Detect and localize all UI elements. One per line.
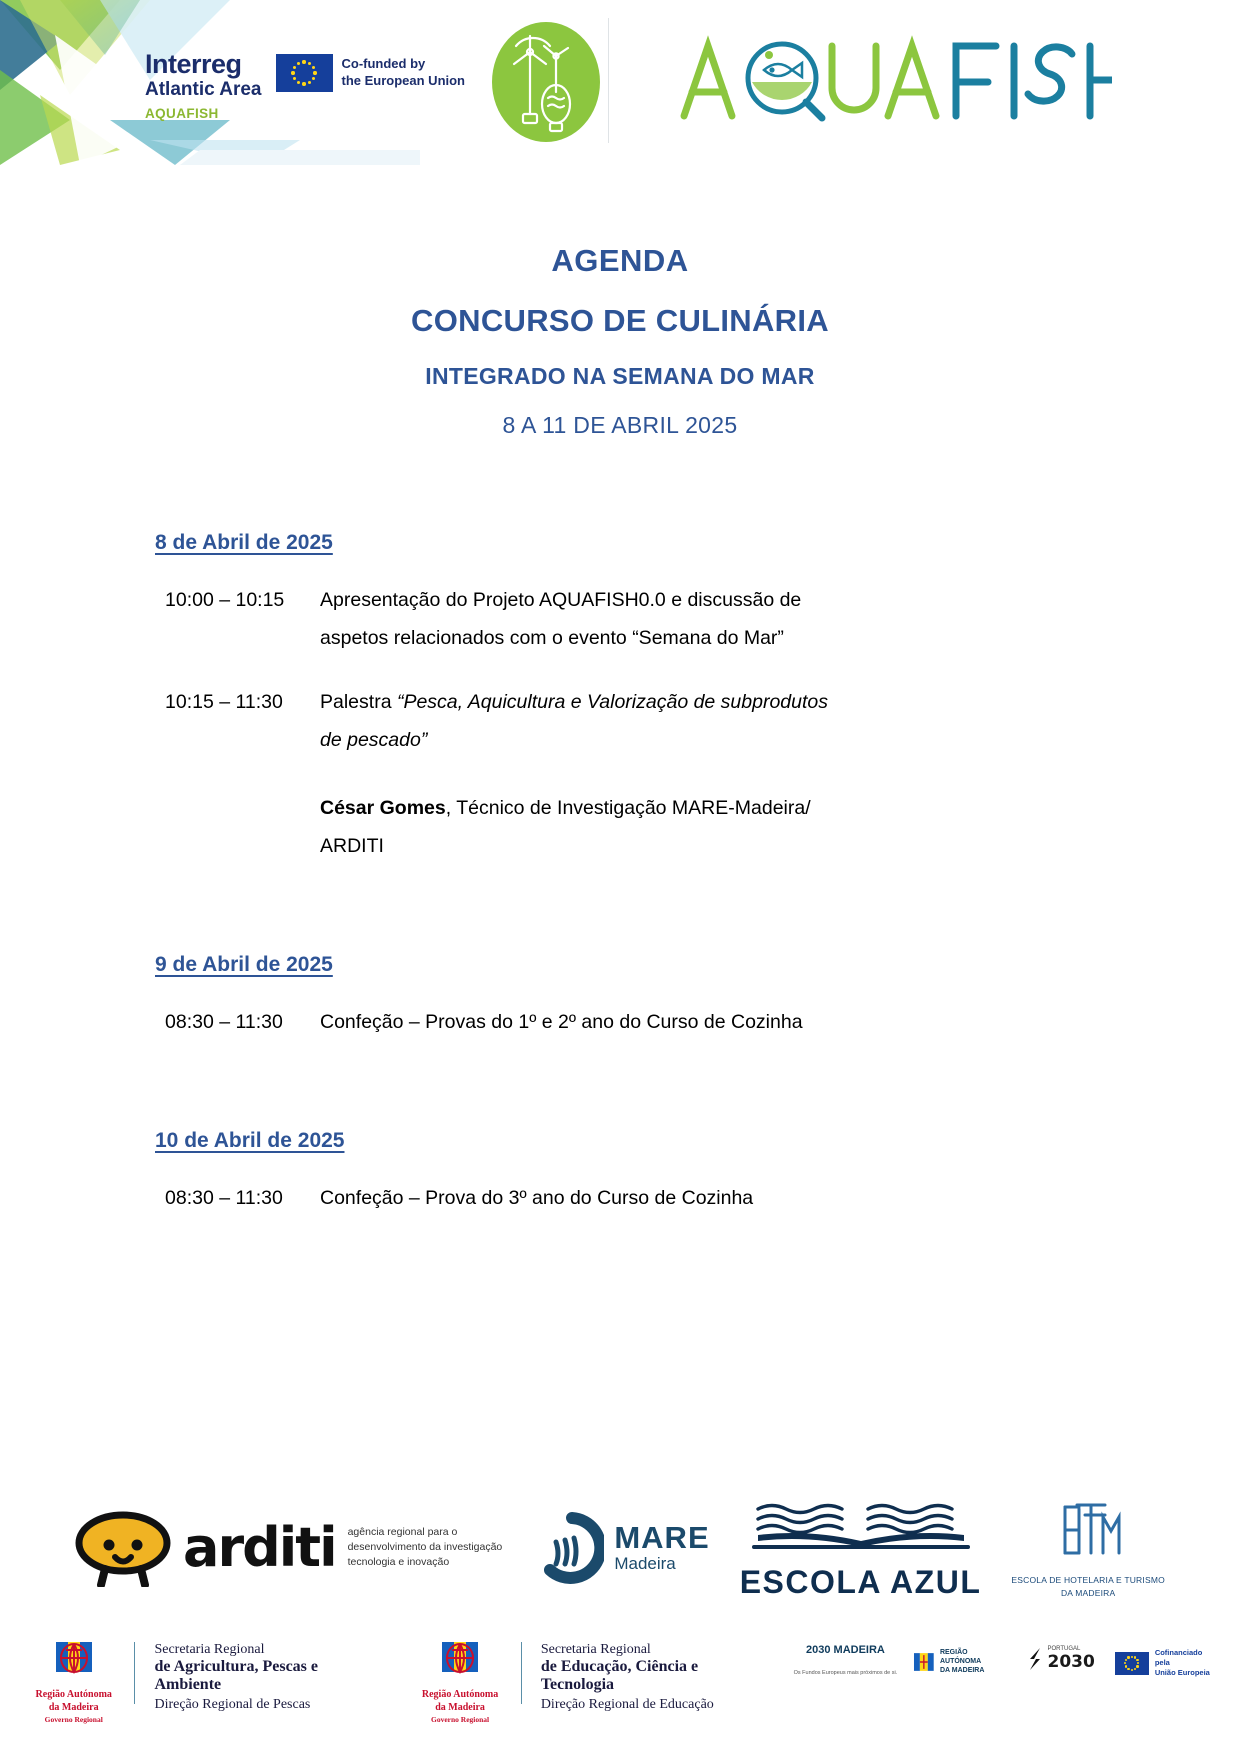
speaker-line (320, 789, 1150, 827)
day-heading: 9 de Abril de 2025 (155, 953, 333, 977)
entry-description: Confeção – Provas do 1º e 2º ano do Curso de Cozinha (320, 1011, 803, 1034)
ram-line1: Região Autónoma (35, 1689, 112, 1700)
lecture-title: “Pesca, Aquicultura e Valorização de subprodutos (396, 691, 829, 714)
agenda-entry (155, 683, 1150, 865)
gov-unit (408, 1638, 771, 1724)
escola-azul-logo (740, 1495, 982, 1601)
eu-cofinance-logo (1115, 1648, 1218, 1678)
ehtm-monogram-icon (1049, 1495, 1127, 1565)
partner-logos-row (0, 1480, 1240, 1615)
ram-line2: da Madeira (435, 1701, 485, 1713)
eu-funding-line2: the European Union (341, 73, 465, 88)
ram-crest-logo (22, 1638, 125, 1724)
eu-flag-icon (276, 54, 333, 92)
portugal-mark-icon (1027, 1646, 1043, 1672)
secretaria-line1: Secretaria Regional (540, 1642, 651, 1657)
entry-time: 10:15 – 11:30 (165, 691, 283, 714)
madeira-flag-icon (913, 1652, 935, 1672)
event-title: CONCURSO DE CULINÁRIA (411, 303, 829, 338)
speaker-role: , Técnico de Investigação MARE-Madeira/ (445, 797, 811, 820)
secretaria-line2: de Agricultura, Pescas e Ambiente (154, 1658, 318, 1693)
header-divider (608, 18, 609, 143)
page-title: AGENDA (551, 243, 689, 278)
portugal2030-big: 2030 (1047, 1652, 1095, 1672)
open-book-waves-icon (746, 1495, 976, 1557)
interreg-area: Atlantic Area (145, 79, 262, 101)
ram-box-logo (913, 1648, 1009, 1675)
ehtm-subtitle (1011, 1574, 1165, 1600)
ram-line3: Governo Regional (431, 1715, 490, 1724)
title-block (0, 243, 1240, 439)
entry-time: 08:30 – 11:30 (165, 1187, 283, 1210)
eu-cofinance-line1: Cofinanciado pela (1154, 1648, 1203, 1668)
ram-box-line1: REGIÃO AUTÓNOMA (939, 1649, 982, 1666)
mare-madeira-logo (532, 1512, 709, 1584)
speaker-name: César Gomes (320, 797, 446, 820)
arditi-tagline-line1: agência regional para o (347, 1525, 458, 1538)
entry-description (320, 581, 1150, 657)
eu-funding-line1: Co-funded by (341, 56, 426, 72)
entry-line: aspetos relacionados com o evento “Semana do Mar” (320, 627, 784, 650)
secretaria-line1: Secretaria Regional (154, 1642, 265, 1657)
interreg-name: Interreg (145, 49, 242, 79)
ehtm-logo (1011, 1495, 1165, 1600)
interreg-programme: AQUAFISH (145, 106, 219, 122)
portugal2030-small: PORTUGAL (1047, 1646, 1081, 1652)
mare-name: MARE (614, 1520, 710, 1556)
eu-flag-icon (1115, 1652, 1149, 1675)
day-heading: 10 de Abril de 2025 (155, 1129, 345, 1153)
interreg-logo (145, 50, 465, 121)
ram-box-line2: DA MADEIRA (939, 1667, 985, 1675)
agenda-entry (155, 1003, 1150, 1041)
ram-line2: da Madeira (48, 1701, 99, 1713)
ram-crest-logo (408, 1638, 511, 1724)
arditi-tagline (348, 1525, 503, 1571)
secretaria-line2: de Educação, Ciência e Tecnologia (540, 1658, 699, 1693)
entry-line: Apresentação do Projeto AQUAFISH0.0 e discussão de (320, 589, 802, 611)
secretaria-text (541, 1638, 772, 1713)
arditi-mascot-icon (75, 1509, 171, 1587)
mare-circle-icon (532, 1512, 604, 1584)
day-block (155, 953, 1150, 1041)
wind-turbine-buoy-icon (492, 22, 600, 142)
day-heading: 8 de Abril de 2025 (155, 531, 333, 554)
ehtm-subtitle-line2: DA MADEIRA (1060, 1588, 1116, 1598)
day-block (155, 531, 1150, 865)
arditi-wordmark: arditi (183, 1516, 336, 1579)
section-spacer (155, 891, 1150, 953)
entry-description (320, 683, 1150, 865)
entry-time: 10:00 – 10:15 (165, 589, 285, 611)
day-block (155, 1129, 1150, 1217)
entry-description: Confeção – Prova do 3º ano do Curso de Cozinha (320, 1187, 754, 1210)
header-banner (0, 0, 1240, 165)
fish-magnifier-icon (748, 44, 822, 118)
secretaria-line3: Direção Regional de Pescas (154, 1697, 311, 1712)
arditi-tagline-line2: desenvolvimento da investigação (347, 1540, 503, 1553)
government-partners-bar (0, 1630, 1240, 1740)
madeira-crest-icon (434, 1638, 486, 1684)
escola-azul-name: ESCOLA AZUL (739, 1563, 982, 1600)
divider (521, 1642, 522, 1704)
madeira-crest-icon (48, 1638, 100, 1684)
agenda-entry (155, 1179, 1150, 1217)
section-spacer (155, 1067, 1150, 1129)
lecture-title-cont: de pescado” (320, 729, 428, 752)
portugal2030-logo (1027, 1646, 1094, 1672)
ehtm-subtitle-line1: ESCOLA DE HOTELARIA E TURISMO (1011, 1575, 1165, 1586)
eu-funding-text (342, 56, 466, 90)
arditi-logo (75, 1509, 502, 1587)
madeira2030-title: 2030 MADEIRA (806, 1644, 885, 1656)
aquafish-logo (672, 30, 1112, 125)
lecture-label: Palestra (320, 691, 397, 714)
madeira2030-logo (794, 1644, 898, 1676)
entry-time: 08:30 – 11:30 (165, 1011, 283, 1034)
agenda-list (0, 531, 1240, 1217)
ram-line1: Região Autónoma (421, 1689, 499, 1700)
gov-unit (22, 1638, 384, 1724)
secretaria-line3: Direção Regional de Educação (540, 1697, 714, 1712)
divider (134, 1642, 135, 1704)
madeira2030-subtitle: Os Fundos Europeus mais próximos de si. (793, 1670, 898, 1676)
speaker-affiliation: ARDITI (320, 835, 384, 858)
eu-cofinance-line2: União Europeia (1154, 1668, 1210, 1678)
event-subtitle: INTEGRADO NA SEMANA DO MAR (425, 363, 815, 389)
entry-line (320, 683, 1150, 721)
mare-region: Madeira (614, 1553, 676, 1573)
agenda-entry (155, 581, 1150, 657)
arditi-tagline-line3: tecnologia e inovação (347, 1556, 450, 1569)
secretaria-text (154, 1638, 384, 1713)
event-dates: 8 A 11 DE ABRIL 2025 (502, 412, 738, 438)
ram-line3: Governo Regional (44, 1715, 103, 1724)
